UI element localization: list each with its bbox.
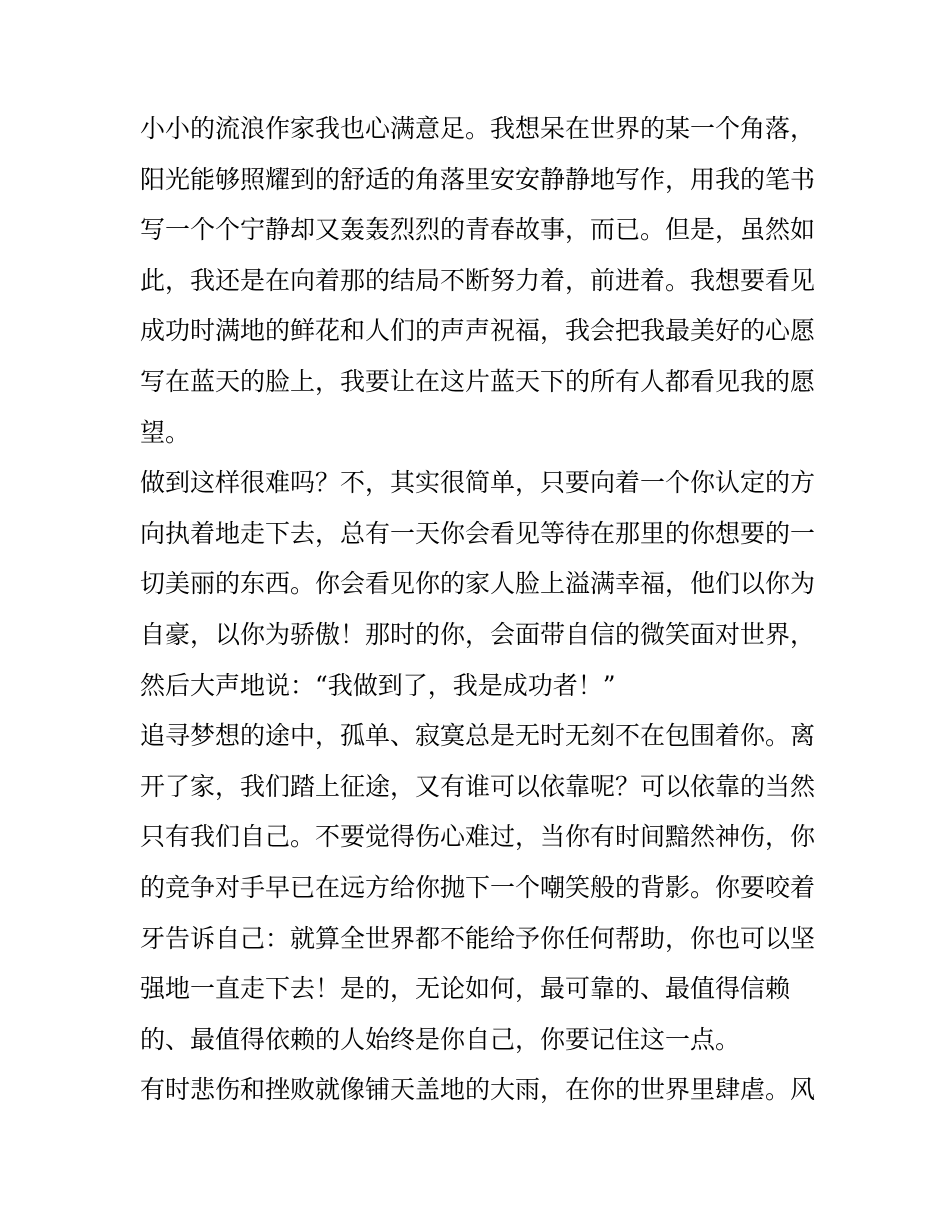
- document-body: [140, 104, 830, 1116]
- text-line-2: 阳光能够照耀到的舒适的角落里安安静静地写作，用我的笔书: [140, 164, 816, 194]
- text-line-15: 只有我们自己。不要觉得伤心难过，当你有时间黯然神伤，你: [140, 822, 816, 852]
- text-line-14: 开了家，我们踏上征途，又有谁可以依靠呢？可以依靠的当然: [140, 771, 816, 801]
- text-line-19: 的、最值得依赖的人始终是你自己，你要记住这一点。: [140, 1024, 741, 1054]
- text-line-3: 写一个个宁静却又轰轰烈烈的青春故事，而已。但是，虽然如: [140, 215, 816, 245]
- text-line-18: 强地一直走下去！是的，无论如何，最可靠的、最值得信赖: [140, 974, 791, 1004]
- text-line-5: 成功时满地的鲜花和人们的声声祝福，我会把我最美好的心愿: [140, 316, 816, 346]
- text-line-4: 此，我还是在向着那的结局不断努力着，前进着。我想要看见: [140, 265, 816, 295]
- text-line-11: 自豪，以你为骄傲！那时的你，会面带自信的微笑面对世界，: [140, 619, 816, 649]
- text-line-7: 望。: [140, 417, 191, 447]
- text-line-16: 的竞争对手早已在远方给你抛下一个嘲笑般的背影。你要咬着: [140, 872, 816, 902]
- text-line-17: 牙告诉自己：就算全世界都不能给予你任何帮助，你也可以坚: [140, 923, 816, 953]
- text-line-12: 然后大声地说：“我做到了，我是成功者！”: [140, 670, 616, 700]
- text-line-13: 追寻梦想的途中，孤单、寂寞总是无时无刻不在包围着你。离: [140, 721, 816, 751]
- text-line-9: 向执着地走下去，总有一天你会看见等待在那里的你想要的一: [140, 518, 816, 548]
- text-line-10: 切美丽的东西。你会看见你的家人脸上溢满幸福，他们以你为: [140, 569, 816, 599]
- text-line-6: 写在蓝天的脸上，我要让在这片蓝天下的所有人都看见我的愿: [140, 366, 816, 396]
- text-line-8: 做到这样很难吗？不，其实很简单，只要向着一个你认定的方: [140, 468, 816, 498]
- text-line-1: 小小的流浪作家我也心满意足。我想呆在世界的某一个角落，: [140, 114, 816, 143]
- text-line-20: 有时悲伤和挫败就像铺天盖地的大雨，在你的世界里肆虐。风: [140, 1075, 816, 1105]
